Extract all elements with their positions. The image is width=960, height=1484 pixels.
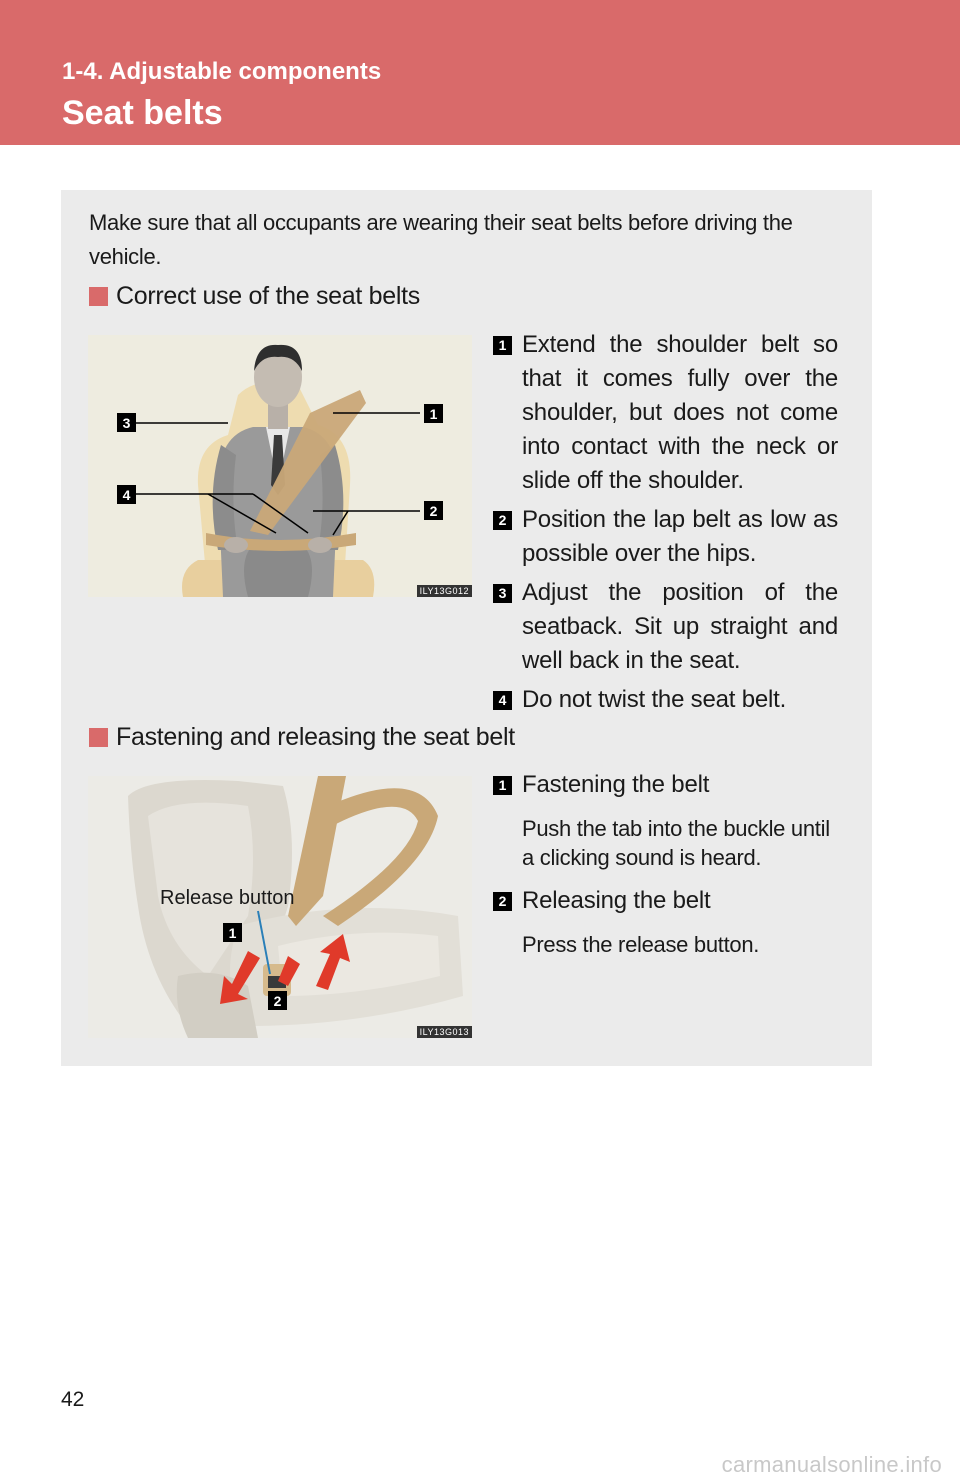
seated-person-illustration [88,335,472,597]
step-item [493,768,838,872]
section-title-text: Fastening and releasing the seat belt [116,723,515,751]
callout-3: 3 [122,415,131,431]
step-item [493,576,838,678]
step-item [493,503,838,571]
content-panel [61,190,872,1066]
page-title: Seat belts [62,94,223,132]
step-text: Do not twist the seat belt. [522,686,787,713]
watermark: carmanualsonline.info [721,1452,942,1477]
step-text: Adjust the position of the seatback. Sit up straight and well back in the seat. [522,579,838,674]
figure-fastening [88,776,472,1038]
steps-correct-use [493,328,838,717]
release-button-label: Release button [160,887,295,909]
step-number: 2 [493,892,512,911]
intro-text: Make sure that all occupants are wearing their seat belts before driving the vehicle. [89,210,793,269]
steps-fastening [493,768,838,959]
step-item [493,328,838,498]
section-square-icon [89,728,108,747]
step-item [493,683,838,717]
step-number: 1 [493,336,512,355]
step-text: Fastening the belt [522,771,710,798]
seat-buckle-illustration [88,776,472,1038]
step-number: 4 [493,691,512,710]
step-text: Position the lap belt as low as possible over the hips. [522,506,838,567]
page-number: 42 [61,1388,85,1411]
section-square-icon [89,287,108,306]
section-title-fastening [89,723,515,752]
figure-correct-use [88,335,472,597]
callout-2: 2 [273,993,282,1009]
callout-4: 4 [122,487,131,503]
step-text: Extend the shoulder belt so that it comes fully over the shoulder, but does not come into contact with the neck or slide off the shoulder. [522,331,838,494]
callout-1: 1 [429,406,438,422]
step-text: Releasing the belt [522,887,711,914]
step-subtext: Push the tab into the buckle until a clicking sound is heard. [522,816,830,870]
callout-1: 1 [228,925,237,941]
section-title-text: Correct use of the seat belts [116,282,420,310]
step-subtext: Press the release button. [522,932,760,957]
step-item [493,884,838,959]
step-number: 1 [493,776,512,795]
step-number: 3 [493,584,512,603]
figure-code: ILY13G012 [417,585,472,597]
step-number: 2 [493,511,512,530]
section-title-correct-use [89,282,420,311]
figure-code: ILY13G013 [417,1026,472,1038]
chapter-title: 1-4. Adjustable components [62,58,382,85]
page-header [0,0,960,145]
callout-2: 2 [429,503,438,519]
